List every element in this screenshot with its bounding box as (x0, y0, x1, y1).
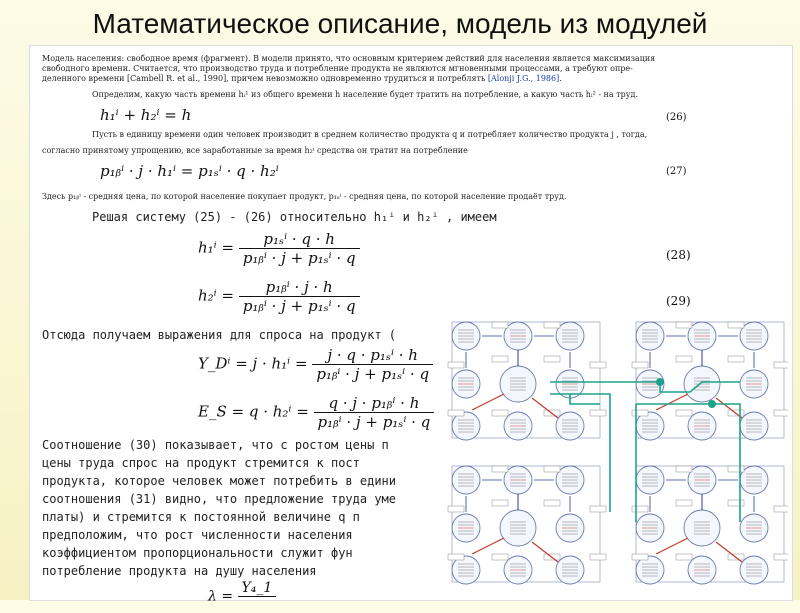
paragraph-line: Соотношение (30) показывает, что с ростом цены п (42, 438, 389, 452)
paragraph-line: Отсюда получаем выражения для спроса на продукт ( (42, 328, 397, 342)
module-label-box (676, 356, 692, 362)
module-label-box (774, 554, 788, 560)
module-label-box (676, 500, 692, 506)
equation-number: (26) (666, 112, 687, 123)
module-label-box (544, 356, 560, 362)
module-label-box (728, 466, 744, 472)
module-label-box (676, 466, 692, 472)
equation-lhs: E_S = q · h₂ⁱ = (198, 402, 309, 421)
denominator: p₁ᵦⁱ · j + p₁ₛⁱ · q (242, 249, 356, 267)
paragraph-line: Определим, какую часть времени hᵢ¹ из общего времени h население будет тратить на потребление, а какую часть hᵢ² - на труд. (92, 90, 638, 99)
module-label-box (448, 362, 464, 368)
module-label-box (590, 506, 606, 512)
paragraph-line: предположим, что рост численности населения (42, 528, 353, 542)
module-label-box (448, 506, 464, 512)
paragraph-line (42, 74, 562, 84)
equation-lhs: h₂ⁱ = (198, 286, 235, 305)
fraction (238, 580, 277, 613)
paragraph-line: цены труда спрос на продукт стремится к пост (42, 456, 360, 470)
module-label-box (590, 410, 606, 416)
module-label-box (774, 362, 788, 368)
paragraph-line: платы) и стремится к постоянной величине q п (42, 510, 360, 524)
equation-29 (198, 278, 360, 315)
module-label-box (728, 322, 744, 328)
module-label-box (676, 554, 692, 560)
fraction (239, 278, 360, 315)
equation-number: (27) (666, 166, 687, 177)
module-label-box (492, 356, 508, 362)
module-label-box (590, 554, 606, 560)
paragraph-line: Здесь p₁ᵦⁱ - средняя цена, по которой население покупает продукт, p₁ₛⁱ - средняя цена, по которой население продаёт труд. (42, 192, 567, 201)
module-label-box (728, 356, 744, 362)
paragraph-text: . (559, 74, 562, 83)
fraction (312, 346, 433, 383)
module-label-box (492, 466, 508, 472)
numerator: p₁ₛⁱ · q · h (239, 230, 360, 249)
equation-28 (198, 230, 360, 267)
module-label-box (632, 362, 648, 368)
connector-node (708, 400, 716, 408)
paragraph-line: коэффициентом пропорциональности служит фун (42, 546, 353, 560)
equation-31 (198, 394, 434, 431)
fraction (239, 230, 360, 267)
module-label-box (544, 466, 560, 472)
denominator (238, 597, 277, 613)
denominator: p₁ᵦⁱ · j + p₁ₛⁱ · q (316, 365, 430, 383)
equation-lhs: Y_Dⁱ = j · h₁ⁱ = (198, 354, 308, 373)
module-label-box (448, 410, 464, 416)
equation-27: p₁ᵦⁱ · j · h₁ⁱ = p₁ₛⁱ · q · h₂ⁱ (100, 162, 279, 180)
module-label-box (774, 506, 788, 512)
numerator: q · j · p₁ᵦⁱ · h (314, 394, 435, 413)
equation-32 (208, 580, 276, 613)
equation-26: h₁ⁱ + h₂ⁱ = h (100, 106, 192, 124)
module-label-box (632, 554, 648, 560)
module-label-box (728, 500, 744, 506)
module-label-box (492, 554, 508, 560)
paragraph-line: Пусть в единицу времени один человек производит в среднем количество продукта q и потребляет количество продукта j , тогда, (92, 130, 648, 139)
module-label-box (676, 410, 692, 416)
paragraph-line: согласно принятому упрощению, все заработанные за время h₂ⁱ средства он тратит на потребление (42, 146, 468, 155)
module-label-box (492, 322, 508, 328)
connector-node (656, 378, 664, 386)
module-label-box (448, 554, 464, 560)
paragraph-line: соотношения (31) видно, что предложение труда уме (42, 492, 397, 506)
equation-30 (198, 346, 433, 383)
module-label-box (632, 506, 648, 512)
denominator: p₁ᵦⁱ · j + p₁ₛⁱ · q (317, 413, 431, 431)
module-label-box (544, 500, 560, 506)
paragraph-line: продукта, которое человек может потребить в едини (42, 474, 397, 488)
equation-number: (29) (666, 294, 691, 308)
module-label-box (774, 410, 788, 416)
paragraph-text: деленного времени [Cambell R. et al., 1990], причем невозможно одновременно трудиться и потреблять (42, 74, 486, 83)
module-label-box (632, 410, 648, 416)
module-label-box (544, 322, 560, 328)
paragraph-line: Решая систему (25) - (26) относительно h₁ⁱ и h₂ⁱ , имеем (92, 210, 497, 224)
equation-lhs: λ = (208, 588, 234, 605)
numerator: j · q · p₁ₛⁱ · h (312, 346, 433, 365)
fraction (314, 394, 435, 431)
paragraph-line: свободного времени. Считается, что производство труда и потребление продукта не являются мгновенными процессами, а требуют опре- (42, 64, 633, 73)
numerator: Y₄_1 (238, 580, 277, 597)
equation-number: (28) (666, 248, 691, 262)
module-label-box (492, 500, 508, 506)
numerator: p₁ᵦⁱ · j · h (239, 278, 360, 297)
denominator: p₁ᵦⁱ · j + p₁ₛⁱ · q (242, 297, 356, 315)
equation-lhs: h₁ⁱ = (198, 238, 235, 257)
paragraph-line: Модель населения: свободное время (фрагмент). В модели принято, что основным критерием действий для населения является максимизация (42, 54, 656, 63)
module-label-box (676, 322, 692, 328)
module-label-box (590, 362, 606, 368)
paragraph-line: потребление продукта на душу населения (42, 564, 317, 578)
module-network-diagram (440, 312, 788, 600)
citation-link[interactable]: [Alonji J.G., 1986] (487, 74, 560, 83)
module-label-box (492, 410, 508, 416)
slide-title: Математическое описание, модель из модулей (92, 8, 708, 39)
